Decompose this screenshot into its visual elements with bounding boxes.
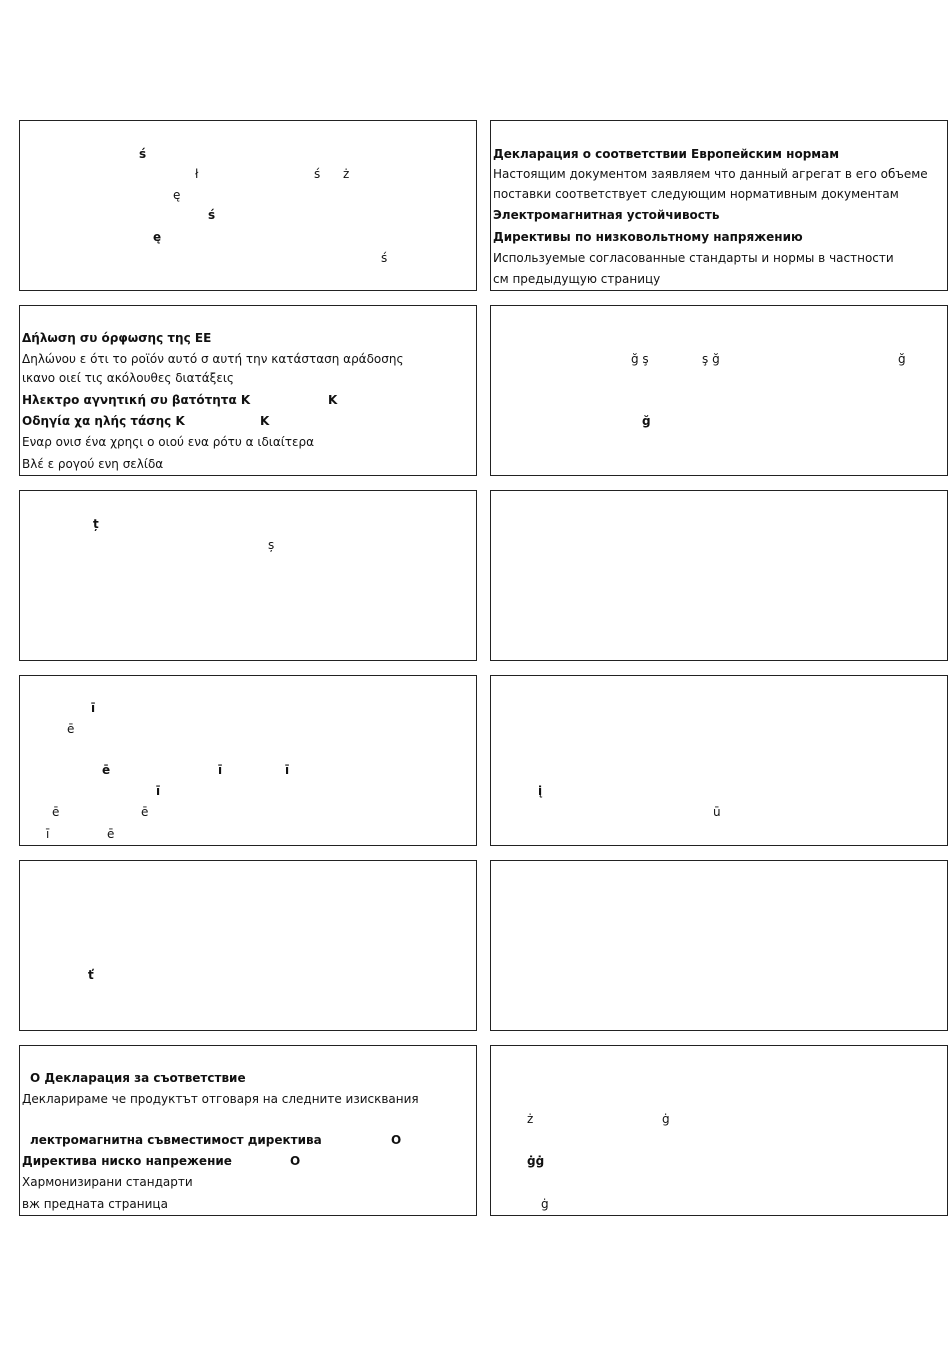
text-line: ġ: [662, 1112, 670, 1126]
text-line: Οδηγία χα ηλής τάσης K: [22, 414, 185, 428]
text-line: см предыдущую страницу: [493, 272, 661, 286]
text-line: ț: [93, 517, 99, 531]
text-line: ś: [139, 147, 147, 161]
panel-empty-1: [490, 490, 948, 661]
text-line: ș: [268, 538, 275, 552]
text-line: ē: [52, 805, 60, 819]
text-line: ī: [91, 701, 96, 715]
text-line: K: [328, 393, 338, 407]
text-line: K: [260, 414, 270, 428]
text-line: ś: [381, 251, 388, 265]
text-line: ę: [173, 188, 181, 202]
text-line: ū: [713, 805, 721, 819]
text-line: ğ: [642, 414, 651, 428]
panel-russian: [490, 120, 948, 291]
text-line: ē: [102, 763, 111, 777]
text-line: ę: [153, 230, 162, 244]
text-line: лектромагнитна съвместимост директива: [30, 1133, 322, 1147]
text-line: Хармонизирани стандарти: [22, 1175, 193, 1189]
text-line: ικανο οιεί τις ακόλουθες διατάξεις: [22, 371, 234, 385]
text-line: į: [538, 784, 543, 798]
text-line: Декларираме че продуктът отговаря на следните изисквания: [22, 1092, 419, 1106]
text-line: ż: [527, 1112, 534, 1126]
text-line: ş ğ: [702, 352, 720, 366]
text-line: Настоящим документом заявляем что данный агрегат в его объеме: [493, 167, 928, 181]
declaration-title: Декларация о соответствии Европейским нормам: [493, 147, 840, 161]
panel-latvian: [19, 675, 477, 846]
text-line: вж предната страница: [22, 1197, 168, 1211]
text-line: ł: [195, 167, 199, 181]
panel-romanian: [19, 490, 477, 661]
panel-lithuanian: [490, 675, 948, 846]
panel-greek: [19, 305, 477, 476]
text-line: ī: [156, 784, 161, 798]
text-line: ś: [208, 208, 216, 222]
panel-polish: [19, 120, 477, 291]
text-line: Используемые согласованные стандарты и нормы в частности: [493, 251, 894, 265]
text-line: поставки соответствует следующим нормативным документам: [493, 187, 899, 201]
panel-empty-2: [490, 860, 948, 1031]
text-line: Директивы по низковольтному напряжению: [493, 230, 803, 244]
text-line: Директива ниско напрежение: [22, 1154, 232, 1168]
declaration-title: Δήλωση συ όρφωσης της ΕΕ: [22, 331, 212, 345]
text-line: Βλέ ε ρογού ενη σελίδα: [22, 457, 164, 471]
declaration-title: O Декларация за съответствие: [30, 1071, 246, 1085]
text-line: ī: [218, 763, 223, 777]
text-line: O: [391, 1133, 402, 1147]
panel-maltese: [490, 1045, 948, 1216]
text-line: ż: [343, 167, 350, 181]
text-line: ē: [141, 805, 149, 819]
text-line: ğ: [898, 352, 906, 366]
text-line: Электромагнитная устойчивость: [493, 208, 720, 222]
text-line: ī: [46, 827, 50, 841]
text-line: ē: [107, 827, 115, 841]
text-line: ī: [285, 763, 290, 777]
text-line: ś: [314, 167, 321, 181]
text-line: ğ ş: [631, 352, 649, 366]
text-line: Ηλεκτρο αγνητική συ βατότητα K: [22, 393, 251, 407]
text-line: ġ: [541, 1197, 549, 1211]
text-line: ġġ: [527, 1154, 545, 1168]
text-line: Εναρ ονισ ένα χρηςι ο οιού ενα ρότυ α ιδιαίτερα: [22, 435, 315, 449]
panel-slovak: [19, 860, 477, 1031]
text-line: ē: [67, 722, 75, 736]
panel-bulgarian: [19, 1045, 477, 1216]
text-line: ť: [88, 968, 94, 982]
text-line: Δηλώνου ε ότι το ροϊόν αυτό σ αυτή την κατάσταση αράδοσης: [22, 352, 404, 366]
panel-turkish: [490, 305, 948, 476]
text-line: O: [290, 1154, 301, 1168]
